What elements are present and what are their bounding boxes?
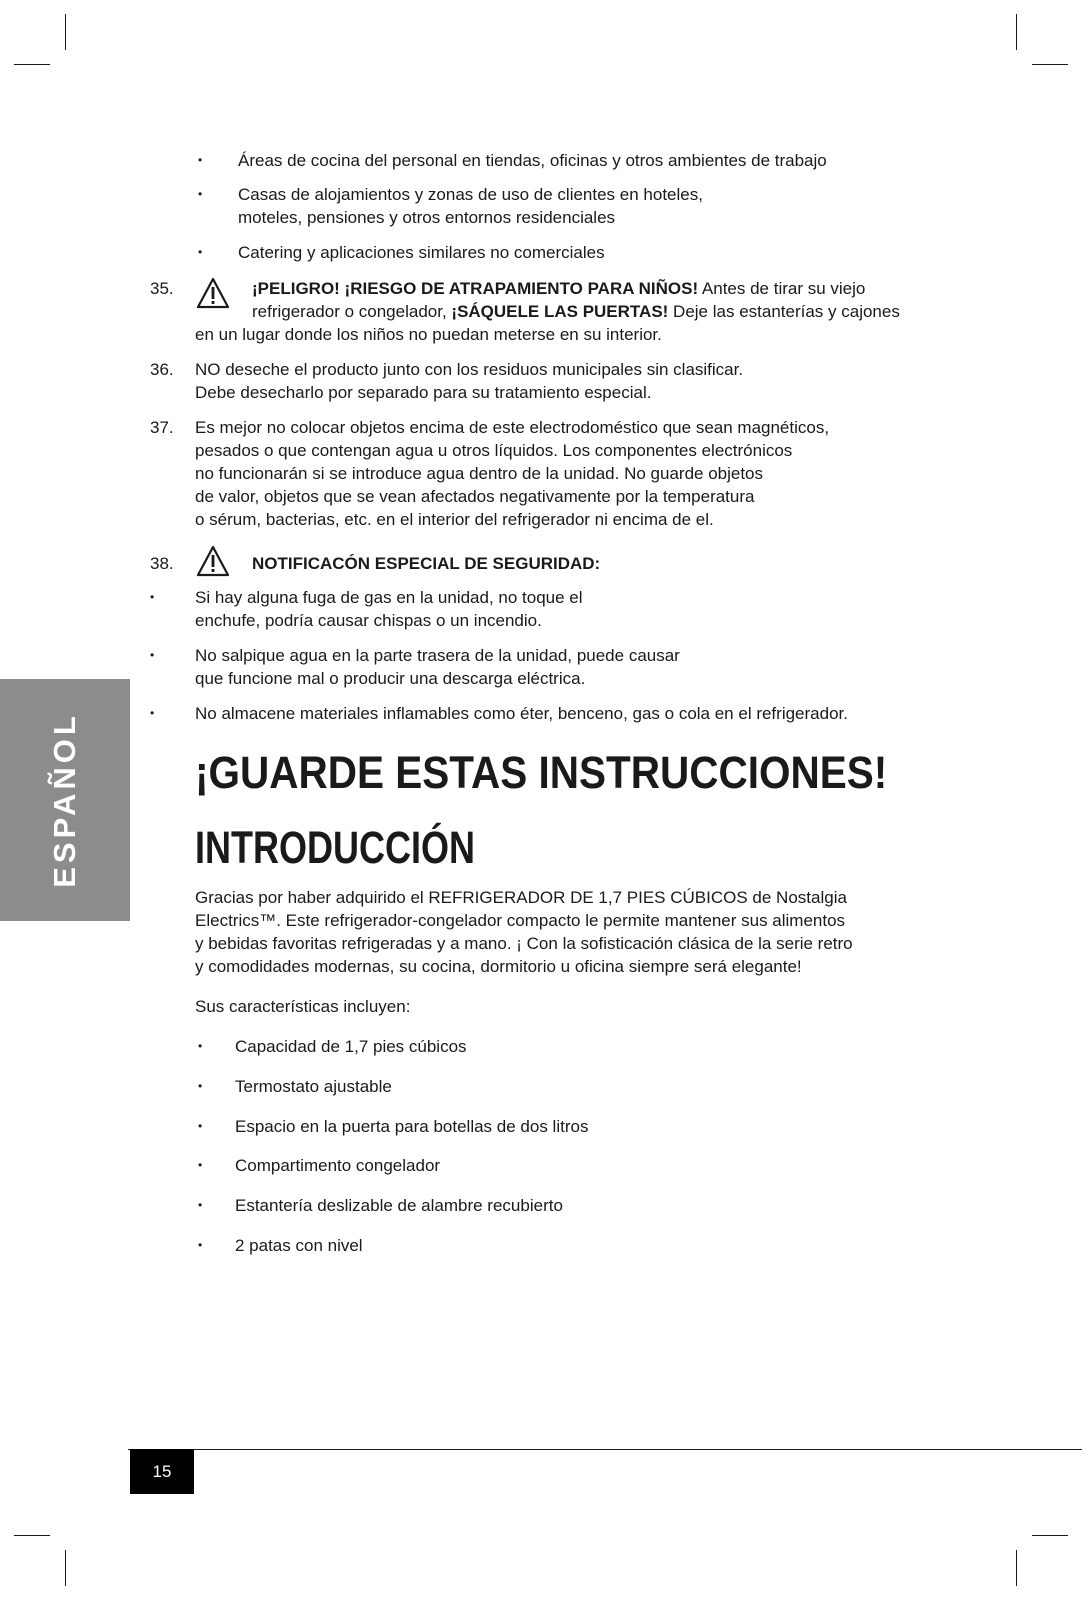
intro-line: y comodidades modernas, su cocina, dormitorio u oficina siempre será elegante! xyxy=(195,957,802,976)
heading-introduction: INTRODUCCIÓN xyxy=(195,822,475,873)
list-item-cont: que funcione mal o producir una descarga eléctrica. xyxy=(195,669,586,688)
bullet-icon: • xyxy=(198,1079,203,1093)
danger-text: ¡PELIGRO! ¡RIESGO DE ATRAPAMIENTO PARA NIÑOS! xyxy=(252,279,699,298)
bullet-icon: • xyxy=(150,590,155,604)
intro-line: Gracias por haber adquirido el REFRIGERADOR DE 1,7 PIES CÚBICOS de Nostalgia xyxy=(195,888,847,907)
crop-mark xyxy=(1016,14,1017,50)
list-item: Si hay alguna fuga de gas en la unidad, no toque el xyxy=(195,588,583,607)
footer-rule xyxy=(128,1449,1082,1450)
crop-mark xyxy=(14,64,50,65)
warning-triangle-icon xyxy=(196,545,230,577)
heading-save-instructions: ¡GUARDE ESTAS INSTRUCCIONES! xyxy=(195,747,888,798)
crop-mark xyxy=(1016,1550,1017,1586)
feature-item: Espacio en la puerta para botellas de dos litros xyxy=(235,1117,589,1136)
feature-item: Estantería deslizable de alambre recubierto xyxy=(235,1196,563,1215)
item-35-text: Deje las estanterías y cajones xyxy=(668,302,900,321)
bullet-icon: • xyxy=(198,153,203,167)
bullet-icon: • xyxy=(198,1158,203,1172)
item-35-text: Antes de tirar su viejo xyxy=(698,279,866,298)
feature-item: 2 patas con nivel xyxy=(235,1236,363,1255)
warning-triangle-icon xyxy=(196,277,230,309)
bullet-icon: • xyxy=(198,187,203,201)
list-item: No salpique agua en la parte trasera de la unidad, puede causar xyxy=(195,646,680,665)
intro-line: y bebidas favoritas refrigeradas y a mano. ¡ Con la sofisticación clásica de la serie retro xyxy=(195,934,853,953)
feature-item: Compartimento congelador xyxy=(235,1156,441,1175)
page-number: 15 xyxy=(130,1449,194,1494)
feature-item: Termostato ajustable xyxy=(235,1077,392,1096)
item-35-line2 xyxy=(252,300,900,323)
feature-item: Capacidad de 1,7 pies cúbicos xyxy=(235,1037,467,1056)
item-37-line: no funcionarán si se introduce agua dentro de la unidad. No guarde objetos xyxy=(195,464,764,483)
item-36-line: NO deseche el producto junto con los residuos municipales sin clasificar. xyxy=(195,360,744,379)
list-item-cont: enchufe, podría causar chispas o un incendio. xyxy=(195,611,542,630)
list-item: Casas de alojamientos y zonas de uso de clientes en hoteles, xyxy=(238,185,703,204)
crop-mark xyxy=(65,14,66,50)
safety-notice-title: NOTIFICACÓN ESPECIAL DE SEGURIDAD: xyxy=(252,554,601,573)
remove-doors-text: ¡SÁQUELE LAS PUERTAS! xyxy=(451,302,669,321)
item-number: 37. xyxy=(150,418,174,437)
list-item-cont: moteles, pensiones y otros entornos residenciales xyxy=(238,208,616,227)
bullet-icon: • xyxy=(198,1198,203,1212)
item-number: 36. xyxy=(150,360,174,379)
language-tab-label: ESPAÑOL xyxy=(47,712,82,888)
list-item: Áreas de cocina del personal en tiendas, oficinas y otros ambientes de trabajo xyxy=(238,151,827,170)
crop-mark xyxy=(65,1550,66,1586)
item-37-line: de valor, objetos que se vean afectados negativamente por la temperatura xyxy=(195,487,755,506)
intro-line: Electrics™. Este refrigerador-congelador compacto le permite mantener sus alimentos xyxy=(195,911,846,930)
bullet-icon: • xyxy=(150,706,155,720)
features-intro: Sus características incluyen: xyxy=(195,997,411,1016)
crop-mark xyxy=(14,1535,50,1536)
list-item: No almacene materiales inflamables como éter, benceno, gas o cola en el refrigerador. xyxy=(195,704,848,723)
bullet-icon: • xyxy=(198,245,203,259)
item-35-text: refrigerador o congelador, xyxy=(252,302,452,321)
crop-mark xyxy=(1032,64,1068,65)
item-37-line: Es mejor no colocar objetos encima de este electrodoméstico que sean magnéticos, xyxy=(195,418,830,437)
bullet-icon: • xyxy=(198,1119,203,1133)
bullet-icon: • xyxy=(198,1238,203,1252)
item-36-line: Debe desecharlo por separado para su tratamiento especial. xyxy=(195,383,652,402)
item-number: 35. xyxy=(150,279,174,298)
item-number: 38. xyxy=(150,554,174,573)
crop-mark xyxy=(1032,1535,1068,1536)
item-37-line: pesados o que contengan agua u otros líquidos. Los componentes electrónicos xyxy=(195,441,793,460)
bullet-icon: • xyxy=(198,1039,203,1053)
list-item: Catering y aplicaciones similares no comerciales xyxy=(238,243,605,262)
item-35-line3: en un lugar donde los niños no puedan meterse en su interior. xyxy=(195,325,662,344)
item-35-line1 xyxy=(252,277,865,300)
language-tab xyxy=(0,679,130,921)
bullet-icon: • xyxy=(150,648,155,662)
item-37-line: o sérum, bacterias, etc. en el interior del refrigerador ni encima de el. xyxy=(195,510,714,529)
